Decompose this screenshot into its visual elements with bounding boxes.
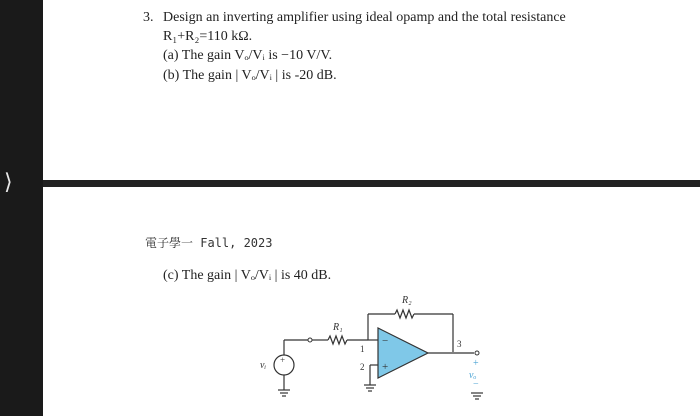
source-plus: +	[280, 355, 286, 365]
input-terminal	[308, 338, 312, 342]
r2-label: R₂	[402, 295, 412, 306]
opamp-plus: +	[382, 361, 389, 373]
output-plus: +	[473, 358, 479, 369]
ground-icon	[471, 393, 483, 399]
question-intro: Design an inverting amplifier using ideal opamp and the total resistance	[163, 10, 566, 25]
opamp-minus: −	[382, 335, 389, 347]
r1-label: R₁	[333, 322, 343, 333]
resistor-r1-icon	[328, 336, 347, 344]
chevron-right-icon[interactable]: ⟩	[4, 170, 13, 195]
input-label: vᵢ	[260, 360, 267, 371]
output-label: vₒ	[469, 370, 477, 381]
course-header: 電子學一 Fall, 2023	[145, 236, 273, 250]
node-1: 1	[360, 344, 365, 354]
page-divider	[43, 180, 700, 187]
part-b: (b) The gain | Vₒ/Vᵢ | is -20 dB.	[163, 68, 337, 83]
output-terminal	[475, 351, 479, 355]
part-a: (a) The gain Vₒ/Vᵢ is −10 V/V.	[163, 48, 333, 63]
question-number: 3.	[143, 10, 154, 25]
left-sidebar	[0, 0, 43, 416]
node-3: 3	[457, 339, 462, 349]
resistance-constraint: R₁+R₂=110 kΩ.	[163, 29, 253, 44]
output-minus: −	[473, 379, 479, 390]
ground-icon	[364, 385, 376, 391]
node-2: 2	[360, 362, 365, 372]
ground-icon	[278, 390, 290, 396]
part-c: (c) The gain | Vₒ/Vᵢ | is 40 dB.	[163, 268, 332, 283]
inverting-amplifier-circuit	[250, 290, 500, 412]
resistor-r2-icon	[395, 310, 414, 318]
